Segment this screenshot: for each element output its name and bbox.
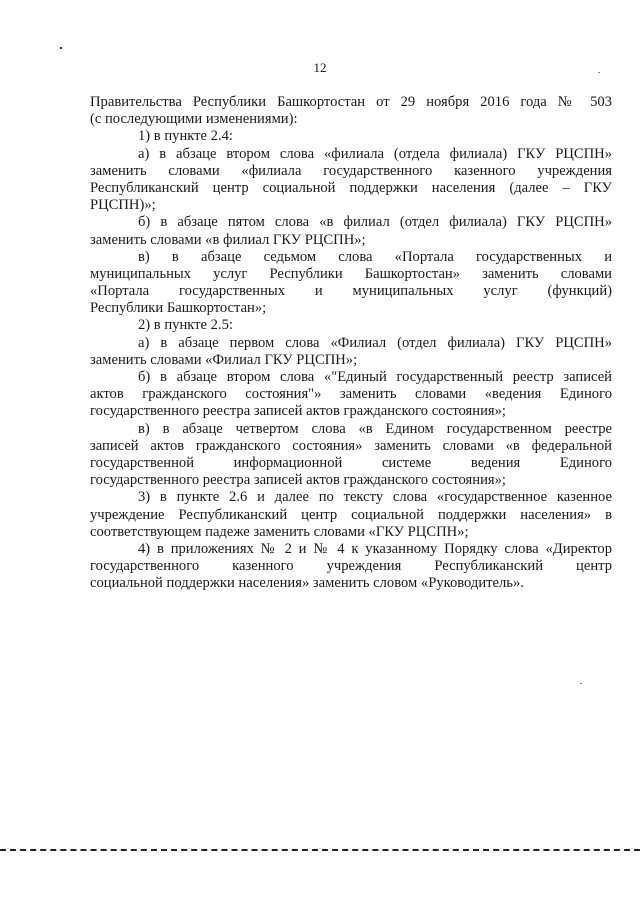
- text-line: заменить словами «Филиал ГКУ РЦСПН»;: [90, 351, 358, 368]
- text-line: а) в абзаце первом слова «Филиал (отдел филиала) ГКУ РЦСПН»: [138, 334, 612, 351]
- text-line: актов гражданского состояния"» заменить словами «ведения Единого: [90, 386, 612, 403]
- text-line: муниципальных услуг Республики Башкортостан» заменить словами: [90, 265, 612, 282]
- text-line: записей актов гражданского состояния» заменить словами «в федеральной: [90, 437, 612, 454]
- paragraph: [90, 214, 612, 248]
- text-line: государственного реестра записей актов гражданского состояния»;: [90, 403, 506, 420]
- text-line: а) в абзаце втором слова «филиала (отдела филиала) ГКУ РЦСПН»: [138, 145, 612, 162]
- text-line: учреждение Республиканский центр социальной поддержки населения» в: [90, 506, 612, 523]
- text-line: 1) в пункте 2.4:: [138, 128, 233, 145]
- text-line: (с последующими изменениями):: [90, 111, 298, 128]
- text-line: в) в абзаце четвертом слова «в Едином государственном реестре: [138, 420, 612, 437]
- text-line: в) в абзаце седьмом слова «Портала государственных и: [138, 248, 612, 265]
- paragraph: [90, 317, 612, 334]
- text-line: 2) в пункте 2.5:: [138, 317, 233, 334]
- scan-speck: [60, 47, 62, 49]
- paragraph: [90, 94, 612, 128]
- text-line: государственного казенного учреждения Республиканский центр: [90, 558, 612, 575]
- document-body: [90, 94, 612, 592]
- text-line: заменить словами «в филиал ГКУ РЦСПН»;: [90, 231, 366, 248]
- text-line: «Портала государственных и муниципальных услуг (функций): [90, 283, 612, 300]
- text-line: государственного реестра записей актов гражданского состояния»;: [90, 472, 506, 489]
- text-line: заменить словами «филиала государственного казенного учреждения: [90, 162, 612, 179]
- paragraph: [90, 369, 612, 421]
- text-line: соответствующем падеже заменить словами «ГКУ РЦСПН»;: [90, 523, 469, 540]
- paragraph: [90, 335, 612, 369]
- page-number: 12: [313, 60, 327, 75]
- text-line: 4) в приложениях № 2 и № 4 к указанному Порядку слова «Директор: [138, 540, 612, 557]
- paragraph: [90, 541, 612, 593]
- paragraph: [90, 489, 612, 541]
- text-line: 3) в пункте 2.6 и далее по тексту слова «государственное казенное: [138, 489, 612, 506]
- paragraph: [90, 421, 612, 490]
- text-line: б) в абзаце пятом слова «в филиал (отдел филиала) ГКУ РЦСПН»: [138, 214, 612, 231]
- scan-speck: [580, 683, 582, 684]
- scan-edge-line: [0, 849, 640, 851]
- text-line: Республиканский центр социальной поддержки населения (далее – ГКУ: [90, 179, 612, 196]
- text-line: РЦСПН)»;: [90, 197, 156, 214]
- paragraph: [90, 249, 612, 318]
- paragraph: [90, 128, 612, 145]
- text-line: государственной информационной системе ведения Единого: [90, 454, 612, 471]
- text-line: Республики Башкортостан»;: [90, 300, 267, 317]
- text-line: б) в абзаце втором слова «"Единый государственный реестр записей: [138, 369, 612, 385]
- text-line: Правительства Республики Башкортостан от 29 ноября 2016 года № 503: [90, 94, 612, 110]
- paragraph: [90, 146, 612, 215]
- text-line: социальной поддержки населения» заменить словом «Руководитель».: [90, 575, 524, 592]
